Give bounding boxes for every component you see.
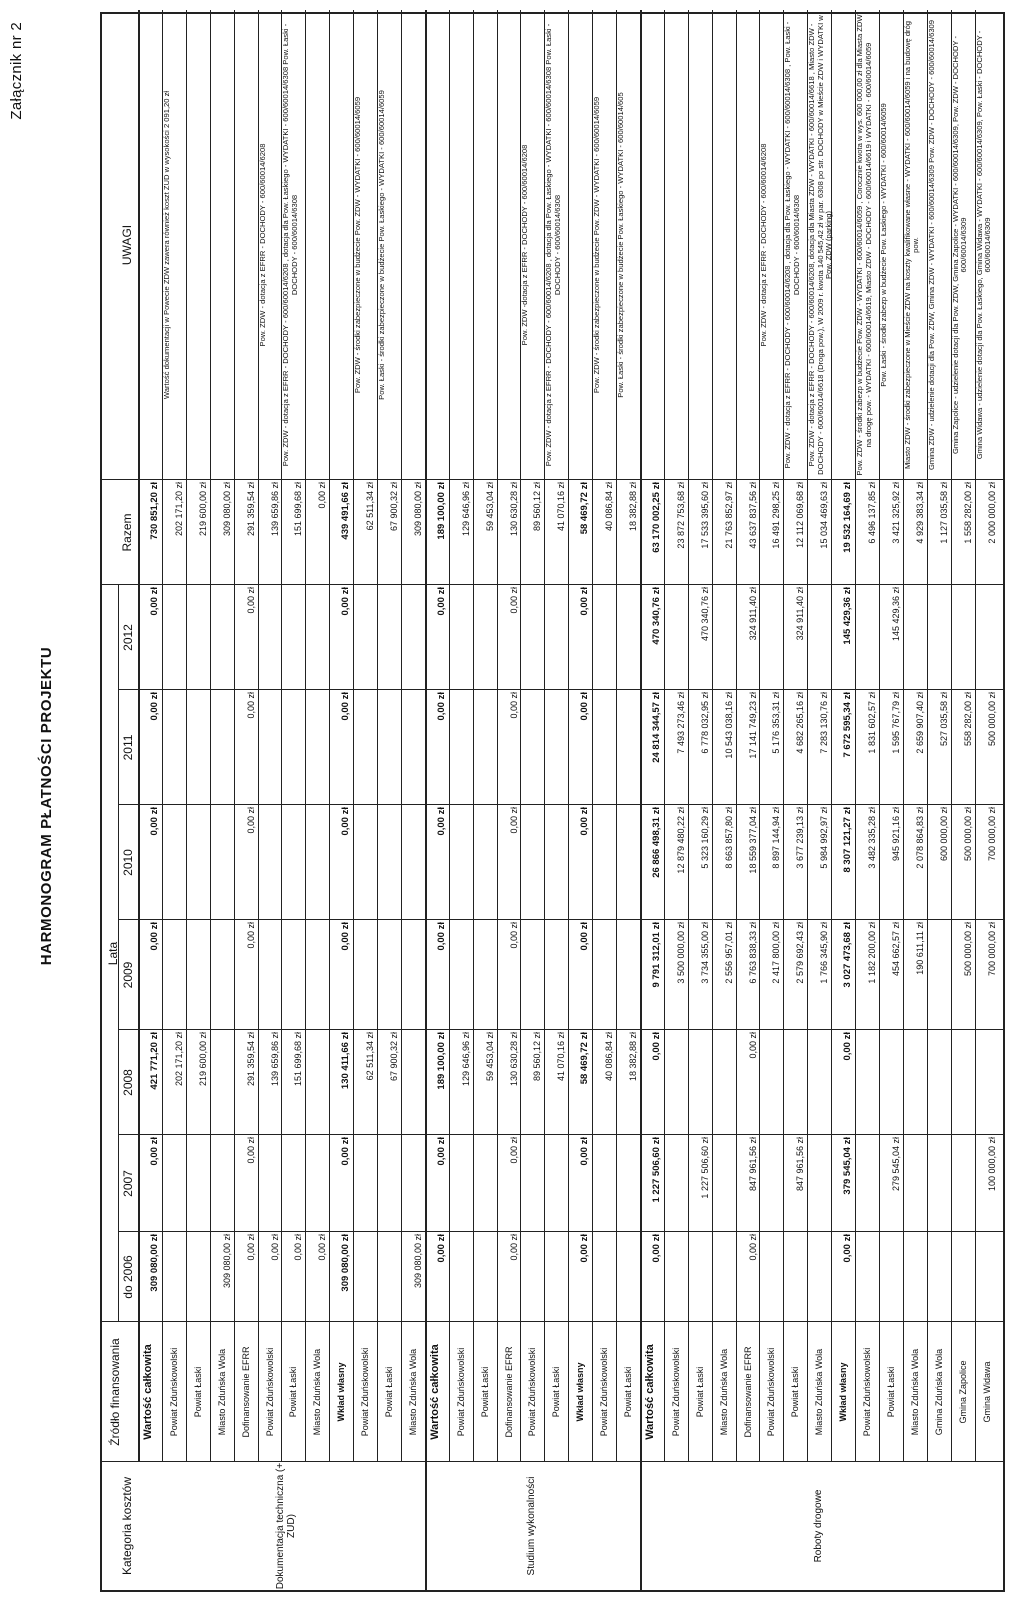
value-2012: 145 429,36 zł	[890, 587, 901, 642]
value-total: 15 034 469,63 zł	[819, 482, 830, 549]
row-source: Powiat Łaski	[192, 1366, 203, 1418]
value-2009: 3 027 473,68 zł	[842, 922, 854, 988]
value-2010: 0,00 zł	[149, 807, 160, 836]
row-divider	[736, 10, 737, 1462]
value-2010: 8 307 121,27 zł	[842, 807, 854, 873]
value-2009: 3 734 355,00 zł	[699, 922, 710, 984]
value-2008: 0,00 zł	[650, 1032, 662, 1061]
row-note: Miasto ZDW - środki zabezpieczone w Mieście ZDW na koszty kwalifikowane własne - WYDATKI - 600/60014/6059 i na budowę dróg pow.	[902, 20, 921, 470]
row-source: Miasto Zduńska Wola	[814, 1348, 825, 1436]
row-divider	[640, 10, 642, 1590]
value-2009: 0,00 zł	[579, 922, 591, 951]
value-2010: 945 921,16 zł	[890, 807, 901, 862]
value-2009: 454 662,57 zł	[890, 922, 901, 977]
value-2011: 7 283 130,76 zł	[819, 692, 830, 754]
value-total: 89 560,12 zł	[532, 482, 543, 532]
value-2008: 59 453,04 zł	[484, 1032, 495, 1082]
value-2012: 324 911,40 zł	[747, 587, 758, 641]
value-2011: 5 176 353,31 zł	[771, 692, 782, 754]
value-2011: 500 000,00 zł	[986, 692, 997, 747]
value-2007: 1 227 506,60 zł	[699, 1137, 710, 1199]
value-2011: 24 814 344,57 zł	[650, 692, 662, 763]
value-2011: 6 778 032,95 zł	[699, 692, 710, 754]
header-year-0: do 2006	[121, 1255, 135, 1299]
value-2010: 0,00 zł	[579, 807, 591, 836]
value-2011: 0,00 zł	[149, 692, 160, 721]
value-total: 63 170 002,25 zł	[650, 482, 662, 553]
value-total: 2 000 000,00 zł	[986, 482, 997, 544]
value-2008: 139 659,86 zł	[269, 1032, 280, 1087]
row-source: Powiat Łaski	[384, 1366, 394, 1418]
row-source: Powiat Łaski	[479, 1366, 490, 1418]
value-2010: 3 482 335,28 zł	[867, 807, 877, 869]
value-2008: 40 086,84 zł	[604, 1032, 615, 1082]
header-source: Źródło finansowania	[108, 1338, 122, 1446]
value-total: 40 086,84 zł	[604, 482, 615, 532]
value-2008: 129 646,96 zł	[460, 1032, 471, 1087]
value-2010: 5 984 992,97 zł	[819, 807, 830, 869]
value-do-2006: 0,00 zł	[842, 1234, 854, 1263]
value-2007: 0,00 zł	[435, 1137, 447, 1166]
value-2009: 0,00 zł	[435, 922, 447, 951]
value-2010: 0,00 zł	[508, 807, 519, 834]
value-2009: 3 500 000,00 zł	[675, 922, 686, 984]
row-divider	[473, 10, 474, 1462]
row-source: Powiat Zduńskowolski	[455, 1347, 466, 1437]
row-note: Pow. ZDW - środki zabezpieczone w budżecie Pow. ZDW - WYDATKI - 600/60014/6059	[353, 96, 363, 394]
row-note: Pow. ZDW - dotacja z EFRR - DOCHODY - 600/60014/6208, dotacja dla Miasta ZDW - WYDATKI - 600/60014/6618 , Miasto ZDW - DOCHODY - 600/60014/6618 (Droga pow.), W 2009 r. kwota 140 545,42 zł w par. 6308 po str. DOCHODY w Mieście ZDW i WYDATKI w Pow. ZDW (parking)	[807, 15, 834, 475]
row-divider	[497, 10, 498, 1462]
value-2009: 2 417 800,00 zł	[771, 922, 782, 984]
value-total: 23 872 753,68 zł	[675, 482, 686, 549]
row-divider	[449, 10, 450, 1462]
value-total: 219 600,00 zł	[197, 482, 208, 537]
value-total: 12 112 069,68 zł	[795, 482, 806, 548]
value-total: 291 359,54 zł	[245, 482, 256, 537]
value-2010: 5 323 160,29 zł	[699, 807, 710, 869]
row-source: Dofinansowanie EFRR	[742, 1346, 753, 1438]
value-2012: 470 340,76 zł	[650, 587, 662, 645]
header-notes: UWAGI	[120, 224, 134, 266]
value-total: 0,00 zł	[317, 482, 328, 509]
value-do-2006: 0,00 zł	[650, 1234, 662, 1263]
value-2009: 700 000,00 zł	[986, 922, 997, 977]
value-total: 139 659,86 zł	[269, 482, 280, 537]
row-source: Wkład własny	[838, 1362, 849, 1422]
row-note: Pow. ZDW - dotacja z EFRR - DOCHODY - 600/60014/6208 , dotacja dla Pow. Łaskiego - WYDATKI - 600/60014/6308 , Pow. Łaski - DOCHODY - 600/60014/6308	[783, 21, 801, 469]
row-note: Gmina Widawa - udzielenie dotacji dla Pow. Łaskiego, Gmina Widawa - WYDATKI - 600/60014/6309, Pow. Łaski - DOCHODY - 600/60014/6309	[974, 30, 993, 460]
value-2012: 0,00 zł	[340, 587, 352, 616]
row-source: Powiat Łaski	[885, 1366, 896, 1418]
row-note: Pow. ZDW -dotacja z EFRR - DOCHODY - 600/60014/6208	[520, 144, 530, 346]
row-note: Pow. ZDW - dotacja z EFRR - DOCHODY - 600/60014/6208 , dotacja dla Pow. Łaskiego - WYDATKI - 600/60014/6308 Pow. Łaski - DOCHODY - 600/60014/6308	[544, 23, 562, 467]
row-note: Pow. Łaski - środki zabezpieczone w budżecie Pow. Łaskiego - WYDATKI - 600/60014/6059	[377, 90, 386, 400]
value-2007: 0,00 zł	[245, 1137, 256, 1164]
value-total: 4 929 383,34 zł	[914, 482, 925, 544]
row-source: Powiat Zduńskowolski	[527, 1347, 538, 1437]
row-source: Dofinansowanie EFRR	[240, 1346, 251, 1438]
value-2008: 0,00 zł	[747, 1032, 758, 1059]
value-2010: 600 000,00 zł	[938, 807, 949, 862]
row-divider	[568, 10, 569, 1462]
value-total: 59 453,04 zł	[484, 482, 495, 532]
value-total: 41 070,16 zł	[556, 482, 567, 532]
row-source: Gmina Zapolice	[957, 1360, 968, 1424]
row-source: Powiat Zduńskowolski	[862, 1347, 872, 1437]
row-source: Dofinansowanie EFRR	[503, 1346, 514, 1438]
value-2010: 0,00 zł	[245, 807, 256, 834]
row-divider	[712, 10, 713, 1462]
value-2010: 8 663 857,80 zł	[723, 807, 734, 869]
header-year-1: 2007	[121, 1170, 135, 1197]
header-year-4: 2010	[121, 849, 135, 876]
value-2007: 0,00 zł	[340, 1137, 352, 1166]
value-total: 19 532 164,69 zł	[842, 482, 854, 553]
header-category: Kategoria kosztów	[120, 1476, 134, 1576]
row-source: Powiat Zduńskowolski	[264, 1347, 275, 1437]
value-2009: 0,00 zł	[245, 922, 256, 949]
value-2012: 0,00 zł	[579, 587, 591, 616]
row-source: Wkład własny	[575, 1362, 586, 1422]
value-total: 16 491 298,25 zł	[771, 482, 782, 549]
row-divider	[401, 10, 402, 1462]
value-do-2006: 0,00 zł	[435, 1234, 447, 1263]
value-2008: 130 630,28 zł	[508, 1032, 519, 1087]
value-2009: 2 579 692,43 zł	[795, 922, 806, 984]
value-2009: 0,00 zł	[508, 922, 519, 949]
value-2008: 219 600,00 zł	[197, 1032, 208, 1087]
value-total: 21 763 852,97 zł	[723, 482, 734, 549]
value-total: 43 637 837,56 zł	[747, 482, 758, 549]
value-2010: 2 078 864,83 zł	[914, 807, 925, 869]
value-total: 58 469,72 zł	[579, 482, 591, 535]
row-source: Powiat Zduńskowolski	[766, 1347, 777, 1437]
value-do-2006: 309 080,00 zł	[221, 1234, 232, 1289]
row-note: Gmina ZDW - udzielenie dotacji dla Pow. ZDW, Gmina ZDW - WYDATKI - 600/60014/6309 Pow. ZDW - DOCHODY - 600/60014/6309	[926, 19, 936, 471]
row-divider	[305, 10, 306, 1462]
row-source: Miasto Zduńska Wola	[216, 1348, 227, 1436]
row-note: Pow. ZDW - dotacja z EFRR - DOCHODY - 600/60014/6208	[759, 143, 769, 347]
row-divider	[425, 10, 427, 1590]
row-source: Wartość całkowita	[142, 1344, 154, 1440]
value-2011: 0,00 zł	[245, 692, 256, 719]
value-2007: 1 227 506,60 zł	[650, 1137, 662, 1203]
value-2011: 10 543 038,16 zł	[723, 692, 734, 759]
row-note: Pow. Łaski - środki zabezpieczone w budżecie Pow. Łaskiego - WYDATKI - 600/60014/605	[616, 92, 625, 398]
row-note: Gmina Zapolice - udzielenie dotacji dla Pow. ZDW, Gmina Zapolice - WYDATKI - 600/60014/6309, Pow. ZDW - DOCHODY - 600/60014/6309	[950, 36, 969, 454]
value-total: 67 900,32 zł	[389, 482, 399, 532]
row-note: Pow. Łaski - środki zabezp w budżecie Pow. Łaskiego - WYDATKI - 600/60014/6059	[878, 103, 888, 387]
value-2010: 500 000,00 zł	[962, 807, 973, 862]
header-year-5: 2011	[121, 734, 135, 761]
value-total: 309 080,00 zł	[412, 482, 423, 537]
row-source: Miasto Zduńska Wola	[407, 1348, 418, 1436]
value-2011: 1 595 767,79 zł	[890, 692, 901, 754]
value-2007: 100 000,00 zł	[986, 1137, 997, 1192]
value-total: 6 496 137,85 zł	[867, 482, 877, 544]
row-note: Wartość dokumentacji w Powecie ZDW zawera również koszt ZUD w wysokości 2 091,20 zł	[161, 90, 171, 400]
row-source: Miasto Zduńska Wola	[718, 1348, 729, 1436]
row-source: Powiat Łaski	[623, 1366, 633, 1418]
category-label: Studium wykonalności	[526, 1476, 538, 1576]
value-2010: 0,00 zł	[435, 807, 447, 836]
years-group-divider	[118, 585, 119, 1322]
value-2011: 1 831 602,57 zł	[867, 692, 877, 754]
document-title: HARMONOGRAM PŁATNOŚCI PROJEKTU	[38, 646, 55, 966]
value-2012: 0,00 zł	[245, 587, 256, 614]
row-source: Powiat Zduńskowolski	[360, 1347, 371, 1437]
value-2010: 26 866 498,31 zł	[650, 807, 662, 878]
value-2011: 17 141 749,23 zł	[747, 692, 758, 759]
value-2007: 847 961,56 zł	[747, 1137, 758, 1192]
row-source: Powiat Łaski	[288, 1366, 299, 1418]
value-do-2006: 0,00 zł	[579, 1234, 591, 1263]
value-total: 1 127 035,58 zł	[938, 482, 949, 544]
row-divider	[210, 10, 211, 1462]
value-2011: 0,00 zł	[508, 692, 519, 719]
value-2012: 0,00 zł	[149, 587, 160, 616]
value-total: 62 511,34 zł	[365, 482, 376, 531]
value-2012: 0,00 zł	[508, 587, 519, 614]
value-total: 17 533 395,60 zł	[699, 482, 710, 549]
value-2008: 89 560,12 zł	[532, 1032, 543, 1082]
value-2011: 7 493 273,46 zł	[675, 692, 686, 754]
row-source: Wartość całkowita	[428, 1344, 441, 1440]
row-source: Gmina Zduńska Wola	[933, 1348, 944, 1436]
value-2007: 847 961,56 zł	[795, 1137, 806, 1192]
value-2012: 470 340,76 zł	[699, 587, 710, 642]
row-source: Powiat Zduńskowolski	[670, 1347, 681, 1437]
row-source: Powiat Zduńskowolski	[599, 1347, 610, 1437]
value-2011: 7 672 595,34 zł	[842, 692, 854, 758]
category-label: Dokumentacja techniczna (+ ZUD)	[275, 1462, 298, 1590]
value-2010: 12 879 480,22 zł	[675, 807, 686, 874]
value-2007: 279 545,04 zł	[890, 1137, 901, 1192]
header-total: Razem	[120, 513, 134, 552]
value-2009: 9 791 312,01 zł	[650, 922, 662, 988]
value-total: 439 491,66 zł	[340, 482, 352, 540]
row-note: Pow. ZDW - środki zabezp w budżecie Pow. ZDW - WYDATKI - 600/60014/6059 , Corocznie kwota w wys. 600 000,00 zł dla Miasta ZDW na drogę pow. - WYDATKI - 600/60014/6619, Miasto ZDW - DOCHODY - 600/60014/6619 i WYDATKI - 600/60014/6059	[855, 14, 873, 476]
value-2008: 130 411,66 zł	[340, 1032, 352, 1090]
header-years-group: Lata	[106, 941, 120, 966]
row-source: Powiat Zduńskowolski	[168, 1347, 179, 1437]
value-2009: 500 000,00 zł	[962, 922, 973, 977]
value-2007: 379 545,04 zł	[842, 1137, 854, 1195]
value-total: 151 699,68 zł	[293, 482, 304, 537]
value-do-2006: 0,00 zł	[293, 1234, 304, 1261]
value-do-2006: 309 080,00 zł	[149, 1234, 160, 1292]
value-2012: 0,00 zł	[435, 587, 447, 616]
row-source: Powiat Łaski	[551, 1366, 562, 1418]
row-note: Pow. ZDW - dotacja z EFRR - DOCHODY - 600/60014/6208	[257, 143, 267, 347]
value-2011: 4 682 265,16 zł	[795, 692, 806, 754]
value-2008: 58 469,72 zł	[579, 1032, 591, 1085]
row-source: Miasto Zduńska Wola	[909, 1348, 920, 1436]
value-do-2006: 309 080,00 zł	[412, 1234, 423, 1289]
value-total: 18 382,88 zł	[628, 482, 638, 532]
value-2010: 18 559 377,04 zł	[747, 807, 758, 874]
value-2008: 67 900,32 zł	[389, 1032, 399, 1082]
value-total: 1 558 282,00 zł	[962, 482, 973, 544]
value-2009: 190 611,11 zł	[914, 922, 925, 975]
value-2008: 41 070,16 zł	[556, 1032, 567, 1082]
row-source: Wartość całkowita	[643, 1344, 656, 1440]
row-source: Powiat Łaski	[790, 1366, 801, 1418]
value-total: 309 080,00 zł	[221, 482, 232, 537]
value-total: 730 851,20 zł	[149, 482, 160, 540]
value-2011: 558 282,00 zł	[962, 692, 973, 747]
row-divider	[664, 10, 665, 1462]
value-2008: 151 699,68 zł	[293, 1032, 304, 1087]
header-year-3: 2009	[121, 961, 135, 989]
value-2008: 421 771,20 zł	[149, 1032, 160, 1090]
value-2009: 1 766 345,90 zł	[819, 922, 830, 984]
row-source: Powiat Łaski	[694, 1366, 705, 1418]
value-2009: 0,00 zł	[340, 922, 352, 951]
value-2008: 202 171,20 zł	[173, 1032, 184, 1087]
value-2011: 527 035,58 zł	[938, 692, 949, 747]
value-2008: 18 382,88 zł	[628, 1032, 638, 1082]
value-do-2006: 0,00 zł	[269, 1234, 280, 1261]
value-2012: 324 911,40 zł	[795, 587, 806, 641]
row-divider	[186, 10, 187, 1462]
value-2009: 1 182 200,00 zł	[867, 922, 877, 984]
row-source: Miasto Zduńska Wola	[312, 1348, 323, 1436]
value-2007: 0,00 zł	[149, 1137, 160, 1166]
row-note: Pow. ZDW - dotacja z EFRR - DOCHODY - 600/60014/6208 , dotacja dla Pow. Łaskiego - WYDATKI - 600/60014/6308 Pow. Łaski - DOCHODY - 600/60014/6308	[281, 23, 299, 467]
value-2007: 0,00 zł	[579, 1137, 591, 1166]
value-total: 202 171,20 zł	[173, 482, 184, 537]
value-2010: 0,00 zł	[340, 807, 352, 836]
row-note: Pow. ZDW - środki zabezpieczone w budżecie Pow. ZDW - WYDATKI - 600/60014/6059	[592, 96, 602, 394]
row-divider	[329, 10, 330, 1462]
value-total: 129 646,96 zł	[460, 482, 471, 537]
value-do-2006: 0,00 zł	[508, 1234, 519, 1261]
value-2010: 8 897 144,94 zł	[771, 807, 782, 869]
value-2011: 0,00 zł	[435, 692, 447, 721]
value-do-2006: 0,00 zł	[317, 1234, 328, 1261]
value-2008: 291 359,54 zł	[245, 1032, 256, 1087]
value-do-2006: 0,00 zł	[245, 1234, 256, 1261]
value-total: 3 421 325,92 zł	[890, 482, 901, 544]
header-year-6: 2012	[121, 624, 135, 651]
value-2008: 62 511,34 zł	[365, 1032, 376, 1081]
value-2011: 0,00 zł	[579, 692, 591, 721]
row-source: Gmina Widawa	[981, 1361, 992, 1423]
value-2007: 0,00 zł	[508, 1137, 519, 1164]
value-2011: 2 659 907,40 zł	[914, 692, 925, 754]
value-2009: 6 763 838,33 zł	[747, 922, 758, 984]
value-2009: 2 556 957,01 zł	[723, 922, 734, 984]
value-2010: 700 000,00 zł	[986, 807, 997, 862]
row-divider	[234, 10, 235, 1462]
value-2010: 3 677 239,13 zł	[795, 807, 806, 869]
value-2009: 0,00 zł	[149, 922, 160, 951]
payment-schedule-table	[100, 12, 1005, 1592]
row-divider	[688, 10, 689, 1462]
category-label: Roboty drogowe	[813, 1489, 825, 1563]
value-do-2006: 0,00 zł	[747, 1234, 758, 1261]
value-2011: 0,00 zł	[340, 692, 352, 721]
value-2012: 145 429,36 zł	[842, 587, 854, 645]
header-bottom-line	[138, 10, 140, 1462]
value-2008: 189 100,00 zł	[435, 1032, 447, 1090]
attachment-label: Załącznik nr 2	[8, 22, 25, 120]
header-year-2: 2008	[121, 1069, 135, 1096]
row-source: Wkład własny	[336, 1362, 347, 1422]
value-2008: 0,00 zł	[842, 1032, 854, 1061]
value-total: 189 100,00 zł	[435, 482, 447, 540]
value-do-2006: 309 080,00 zł	[340, 1234, 352, 1292]
value-total: 130 630,28 zł	[508, 482, 519, 537]
